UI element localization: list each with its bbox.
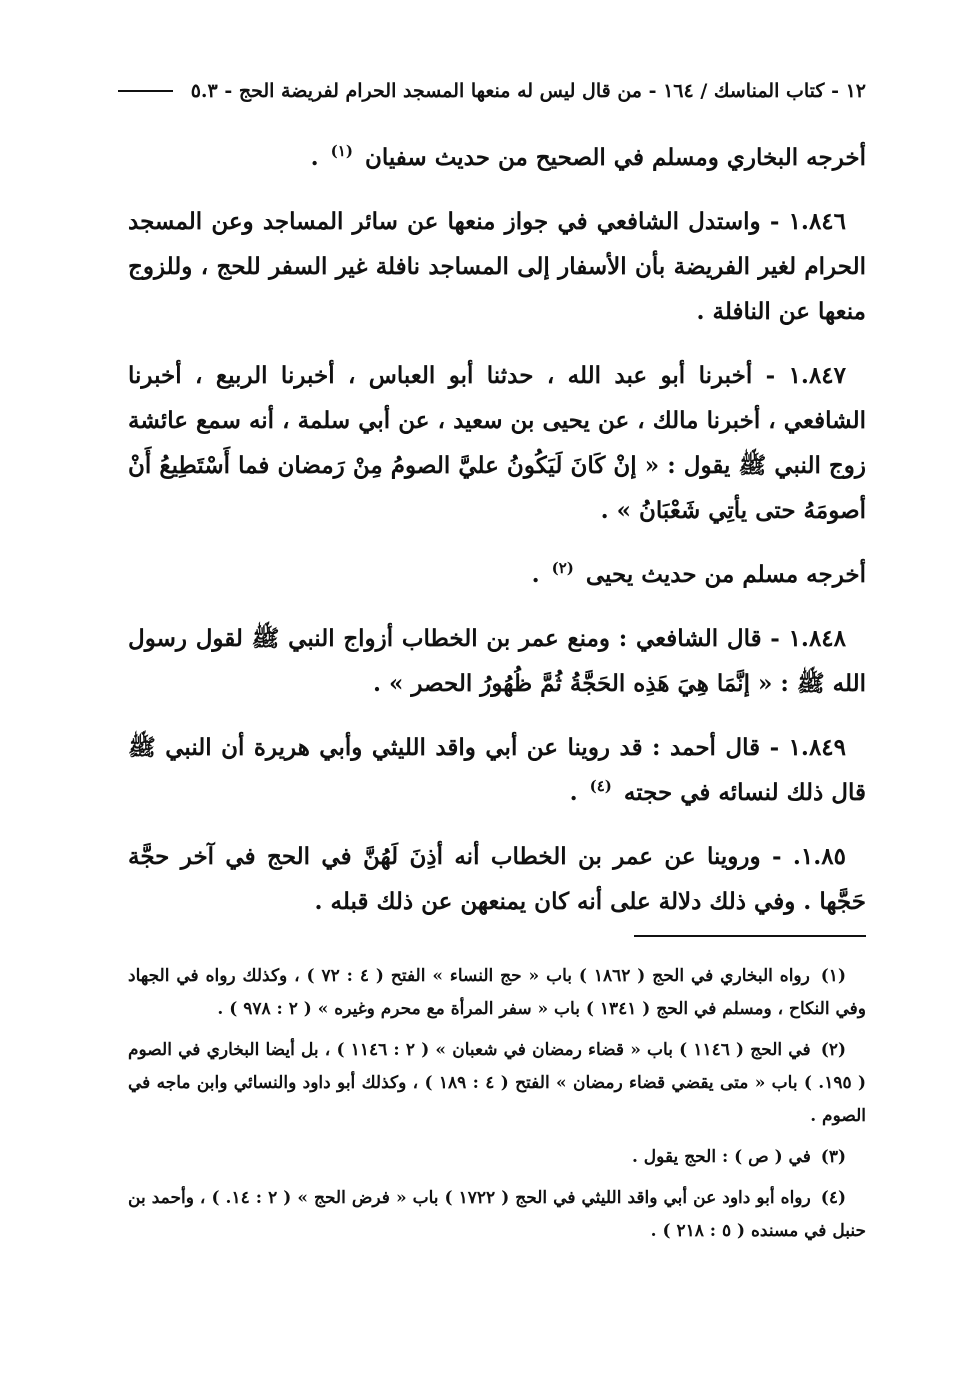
paragraph-text: ١.٨٤٦ - واستدل الشافعي في جواز منعها عن سائر المساجد وعن المسجد الحرام لغير الفريضة بأن الأسفار إلى المساجد نافلة غير السفر للحج ، وللزوج منعها عن النافلة .: [128, 208, 866, 325]
footnote-number: (٣): [820, 1147, 846, 1167]
paragraph-text: ١.٨٥. - وروينا عن عمر بن الخطاب أنه أذِنَ لَهُنَّ في الحج في آخر حجَّة حَجَّها . وفي ذلك دلالة على أنه كان يمنعهن عن ذلك قبله .: [128, 843, 866, 915]
paragraph: [128, 552, 866, 597]
paragraph-text: أخرجه البخاري ومسلم في الصحيح من حديث سفيان: [364, 144, 866, 171]
paragraph-text: ١.٨٤٧ - أخبرنا أبو عبد الله ، حدثنا أبو العباس ، أخبرنا الربيع ، أخبرنا الشافعي ، أخبرنا مالك ، عن يحيى بن سعيد ، عن أبي سلمة ، أنه سمع عائشة زوج النبي ﷺ يقول : « إنْ كَانَ لَيَكُونُ عليَّ الصومُ مِنْ رَمضان فما أَسْتَطِيعُ أَنْ أصومَهُ حتى يأتِي شَعْبَانُ » .: [128, 362, 866, 524]
header-rule: [118, 90, 173, 92]
paragraph-text: ١.٨٤٨ - قال الشافعي : ومنع عمر بن الخطاب أزواج النبي ﷺ لقول رسول الله ﷺ : « إنَّمَا هِيَ هَذِه الحَجَّةُ ثُمَّ ظُهُورُ الحصر » .: [128, 625, 866, 697]
paragraph-text: ١.٨٤٩ - قال أحمد : قد روينا عن أبي واقد الليثي وأبي هريرة أن النبي ﷺ قال ذلك لنسائه في حجته: [128, 734, 866, 806]
footnote-text: رواه أبو داود عن أبي واقد الليثي في الحج ( ١٧٢٢ ) باب « فرض الحج » ( ٢ : ١٤. ) ، وأحمد بن حنبل في مسنده ( ٥ : ٢١٨ ) .: [128, 1188, 866, 1241]
paragraph: [128, 616, 866, 706]
running-head-text: ١٢ - كتاب المناسك / ١٦٤ - من قال ليس له منعها المسجد الحرام لفريضة الحج - ٥.٣: [190, 80, 866, 102]
footnote: [128, 1182, 866, 1248]
main-text: [128, 135, 866, 943]
footnote-reference: (١): [330, 142, 353, 161]
paragraph: [128, 353, 866, 533]
footnote-reference: (٤): [589, 777, 612, 796]
paragraph: [128, 199, 866, 334]
paragraph: [128, 135, 866, 180]
footnote-number: (٤): [820, 1188, 846, 1208]
footnote-number: (٢): [820, 1040, 846, 1060]
footnote-text: في الحج ( ١١٤٦ ) باب « قضاء رمضان في شعبان » ( ٢ : ١١٤٦ ) ، بل أيضا البخاري في الصوم ( ١٩٥. ) باب « متى يقضي قضاء رمضان » الفتح ( ٤ : ١٨٩ ) ، وكذلك أبو داود والنسائي وابن ماجه في الصوم .: [128, 1040, 867, 1126]
paragraph-text: أخرجه مسلم من حديث يحيى: [585, 561, 866, 588]
paragraph: [128, 725, 866, 815]
footnote-reference: (٢): [551, 559, 574, 578]
footnote: [128, 960, 866, 1026]
running-header: [118, 80, 866, 102]
footnote-text: رواه البخاري في الحج ( ١٨٦٢ ) باب « حج النساء » الفتح ( ٤ : ٧٢ ) ، وكذلك رواه في الجهاد وفي النكاح ، ومسلم في الحج ( ١٣٤١ ) باب « سفر المرأة مع محرم وغيره » ( ٢ : ٩٧٨ ) .: [128, 966, 866, 1019]
paragraph-end: .: [310, 144, 319, 171]
footnote-divider: [634, 935, 866, 937]
paragraph-end: .: [569, 779, 578, 806]
footnote: [128, 1034, 866, 1133]
footnotes: [128, 960, 866, 1256]
paragraph: [128, 834, 866, 924]
footnote-text: في ( ص ) : الحج يقول .: [631, 1147, 811, 1167]
paragraph-end: .: [531, 561, 540, 588]
footnote: [128, 1141, 866, 1174]
footnote-number: (١): [820, 966, 846, 986]
